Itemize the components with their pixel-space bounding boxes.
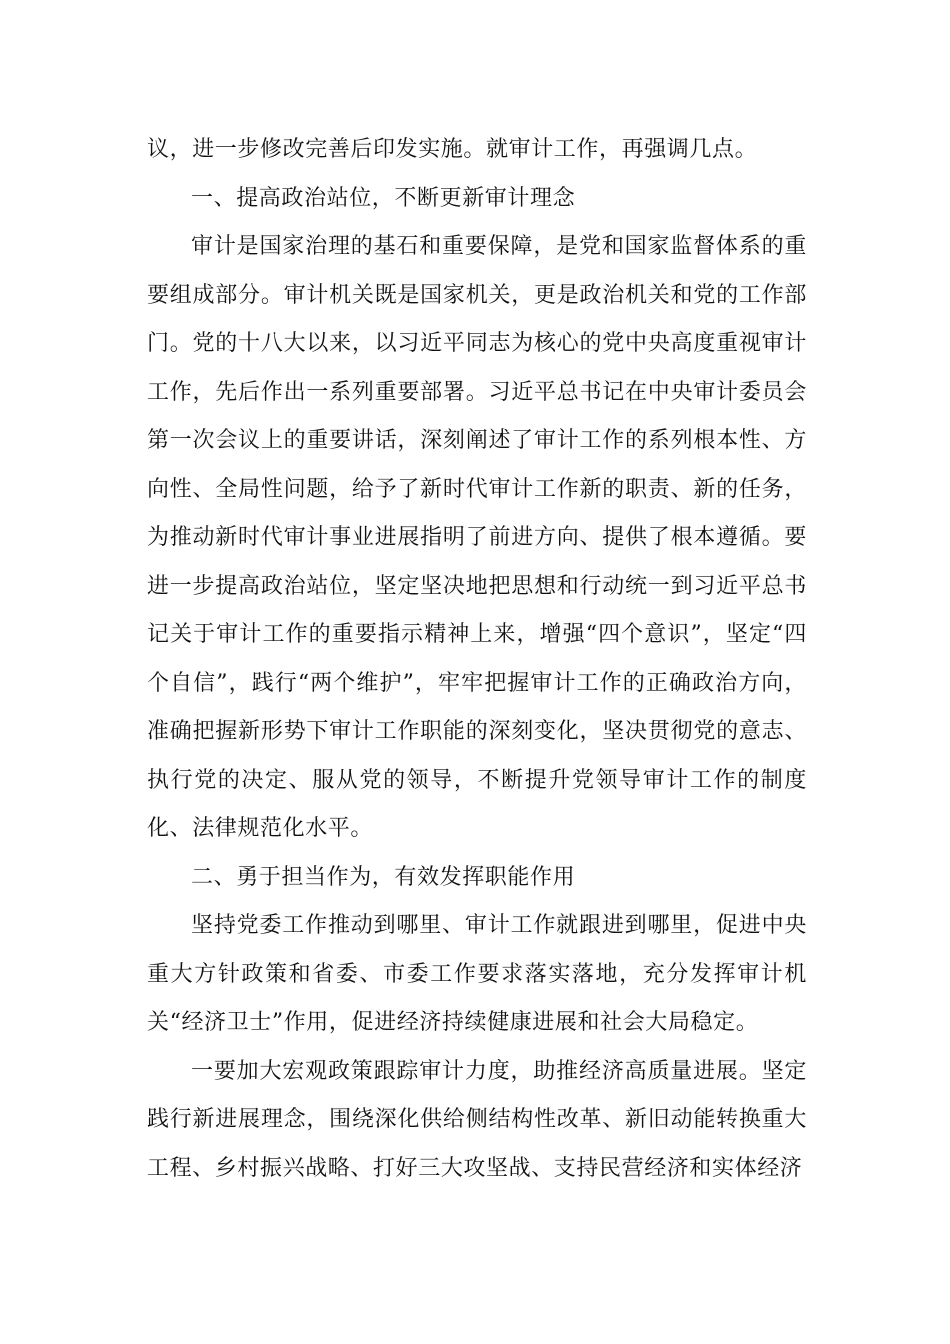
document-body bbox=[147, 126, 807, 1193]
paragraph-macro-policy-audit: 一要加大宏观政策跟踪审计力度，助推经济高质量进展。坚定践行新进展理念，围绕深化供给侧结构性改革、新旧动能转换重大工程、乡村振兴战略、打好三大攻坚战、支持民营经济和实体经济 bbox=[147, 1058, 807, 1181]
section-heading-1: 一、提高政治站位，不断更新审计理念 bbox=[191, 185, 576, 211]
paragraph-audit-follow-up: 坚持党委工作推动到哪里、审计工作就跟进到哪里，促进中央重大方针政策和省委、市委工作要求落实落地，充分发挥审计机关“经济卫士”作用，促进经济持续健康进展和社会大局稳定。 bbox=[147, 913, 807, 1035]
paragraph-continuation: 议，进一步修改完善后印发实施。就审计工作，再强调几点。 bbox=[147, 137, 758, 162]
section-heading-2: 二、勇于担当作为，有效发挥职能作用 bbox=[191, 864, 576, 890]
paragraph-political-position: 审计是国家治理的基石和重要保障，是党和国家监督体系的重要组成部分。审计机关既是国家机关，更是政治机关和党的工作部门。党的十八大以来，以习近平同志为核心的党中央高度重视审计工作，先后作出一系列重要部署。习近平总书记在中央审计委员会第一次会议上的重要讲话，深刻阐述了审计工作的系列根本性、方向性、全局性问题，给予了新时代审计工作新的职责、新的任务，为推动新时代审计事业进展指明了前进方向、提供了根本遵循。要进一步提高政治站位，坚定坚决地把思想和行动统一到习近平总书记关于审计工作的重要指示精神上来，增强“四个意识”，坚定“四个自信”，践行“两个维护”，牢牢把握审计工作的正确政治方向，准确把握新形势下审计工作职能的深刻变化，坚决贯彻党的意志、执行党的决定、服从党的领导，不断提升党领导审计工作的制度化、法律规范化水平。 bbox=[147, 234, 807, 841]
